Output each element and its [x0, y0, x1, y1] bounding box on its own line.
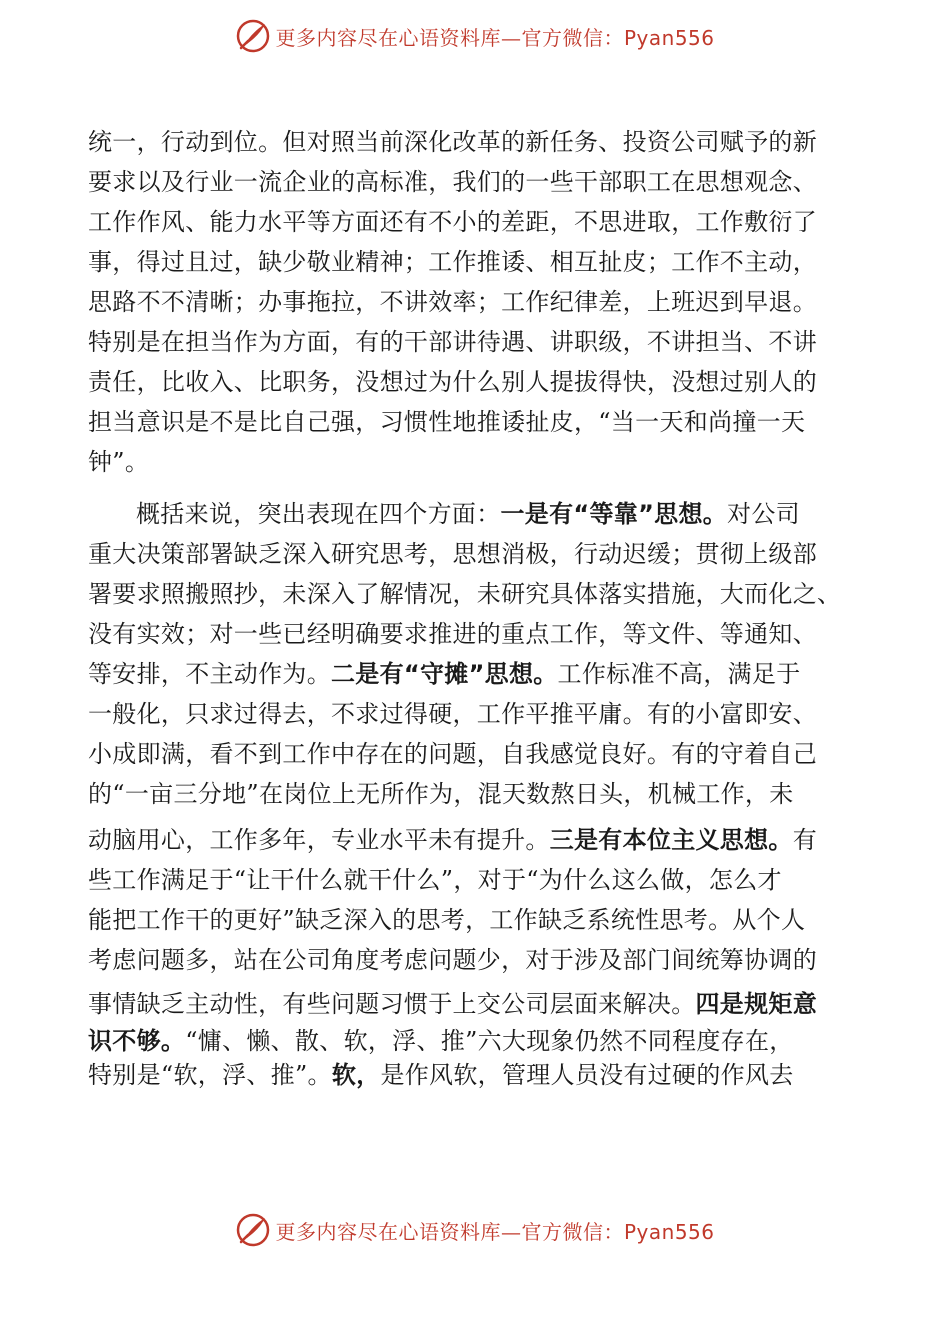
- text-line: 思路不不清晰；办事拖拉，不讲效率；工作纪律差，上班迟到早退。: [88, 288, 817, 316]
- bold-heading-4-end: 识不够。: [88, 1027, 186, 1055]
- text-line: 特别是在担当作为方面，有的干部讲待遇、讲职级，不讲担当、不讲: [88, 328, 817, 356]
- feather-pen-logo-icon: [235, 18, 271, 54]
- text-line: 的“一亩三分地”在岗位上无所作为，混天数熬日头，机械工作，未: [88, 780, 794, 808]
- text-span: 事情缺乏主动性，有些问题习惯于上交公司层面来解决。: [88, 990, 696, 1018]
- text-line: 事，得过且过，缺少敬业精神；工作推诿、相互扯皮；工作不主动，: [88, 248, 817, 276]
- text-line: 钟”。: [88, 448, 150, 476]
- bold-heading-2: 二是有“守摊”思想。: [331, 660, 558, 688]
- bold-heading-1: 一是有“等靠”思想。: [500, 500, 728, 528]
- feather-pen-logo-icon: [235, 1212, 271, 1248]
- text-line: 重大决策部署缺乏深入研究思考，思想消极，行动迟缓；贯彻上级部: [88, 540, 817, 568]
- text-line: [88, 984, 868, 1024]
- paragraph-opening-line: [88, 494, 868, 534]
- text-line: [88, 1024, 868, 1058]
- text-span: 是作风软，管理人员没有过硬的作风去: [380, 1061, 794, 1089]
- text-line: [88, 820, 868, 860]
- text-line: 些工作满足于“让干什么就干什么”，对于“为什么这么做，怎么才: [88, 866, 782, 894]
- text-span: “慵、懒、散、软，浮、推”六大现象仍然不同程度存在，: [185, 1027, 794, 1055]
- bold-keyword: 软，: [331, 1061, 381, 1089]
- text-line: [88, 654, 868, 694]
- text-line: 没有实效；对一些已经明确要求推进的重点工作，等文件、等通知、: [88, 620, 817, 648]
- bold-heading-4: 四是规矩意: [695, 990, 817, 1018]
- text-line: 能把工作干的更好”缺乏深入的思考，工作缺乏系统性思考。从个人: [88, 906, 806, 934]
- header-watermark-text: 更多内容尽在心语资料库—官方微信：Pyan556: [275, 25, 715, 50]
- footer-watermark: [0, 1208, 950, 1252]
- text-line: 工作作风、能力水平等方面还有不小的差距，不思进取，工作敷衍了: [88, 208, 817, 236]
- text-line: 担当意识是不是比自己强，习惯性地推诿扯皮，“当一天和尚撞一天: [88, 408, 806, 436]
- document-body: [88, 122, 868, 1092]
- text-line: 一般化，只求过得去，不求过得硬，工作平推平庸。有的小富即安、: [88, 700, 817, 728]
- bold-heading-3: 三是有本位主义思想。: [549, 826, 793, 854]
- text-line: 要求以及行业一流企业的高标准，我们的一些干部职工在思想观念、: [88, 168, 817, 196]
- text-span: 对公司: [727, 500, 800, 528]
- text-span: 有: [792, 826, 818, 854]
- text-span: 概括来说，突出表现在四个方面：: [136, 500, 501, 528]
- text-line: [88, 1058, 868, 1092]
- text-line: 责任，比收入、比职务，没想过为什么别人提拔得快，没想过别人的: [88, 368, 817, 396]
- text-line: 考虑问题多，站在公司角度考虑问题少，对于涉及部门间统筹协调的: [88, 946, 817, 974]
- text-span: 工作标准不高，满足于: [557, 660, 801, 688]
- text-span: 特别是“软，浮、推”。: [88, 1061, 332, 1089]
- text-span: 等安排，不主动作为。: [88, 660, 331, 688]
- footer-watermark-text: 更多内容尽在心语资料库—官方微信：Pyan556: [275, 1219, 715, 1244]
- text-line: 小成即满，看不到工作中存在的问题，自我感觉良好。有的守着自己: [88, 740, 817, 768]
- header-watermark: [0, 14, 950, 58]
- text-span: 动脑用心，工作多年，专业水平未有提升。: [88, 826, 550, 854]
- text-line: 统一，行动到位。但对照当前深化改革的新任务、投资公司赋予的新: [88, 128, 817, 156]
- text-line: 署要求照搬照抄，未深入了解情况，未研究具体落实措施，大而化之、: [88, 580, 842, 608]
